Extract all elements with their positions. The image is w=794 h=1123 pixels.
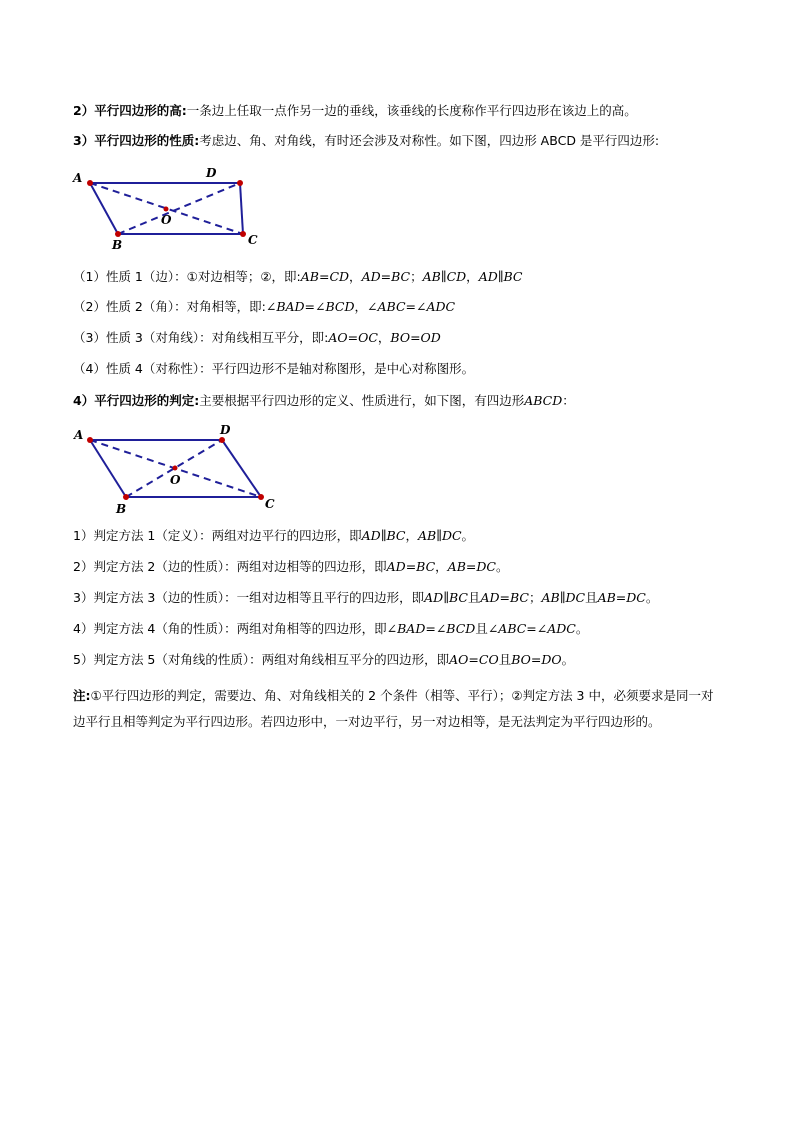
method-2-prefix: 2）判定方法 2（边的性质）：两组对边相等的四边形，即 (73, 559, 387, 574)
property-3-eq2: BO=OD (390, 330, 441, 345)
sep: 。 (461, 528, 475, 543)
method-4-eq2: ∠ABC=∠ADC (487, 621, 576, 636)
property-4-text: （4）性质 4（对称性）：平行四边形不是轴对称图形，是中心对称图形。 (73, 361, 475, 376)
method-5 (73, 651, 574, 669)
method-4 (73, 620, 588, 638)
note-text: ①平行四边形的判定，需要边、角、对角线相关的 2 个条件（相等、平行）；②判定方法 3 中，必须要求是同一对边平行且相等判定为平行四边形。若四边形中，一对边平行，另一对边相等，是无法判定为平行四边形的。 (73, 688, 714, 729)
sep: 。 (575, 621, 589, 636)
property-1 (73, 268, 523, 286)
label-a: A (73, 171, 83, 185)
method-3-eq3: AB∥DC (541, 590, 586, 605)
parallelogram-diagram-2 (70, 420, 290, 520)
point-c (258, 494, 264, 500)
parallelogram-figure-2 (70, 420, 290, 520)
sep: 且 (475, 621, 488, 636)
property-label: 3）平行四边形的性质: (73, 133, 200, 148)
sep: ， (354, 299, 368, 314)
label-o: O (170, 473, 181, 487)
property-text: 考虑边、角、对角线，有时还会涉及对称性。如下图，四边形 ABCD 是平行四边形: (199, 133, 660, 148)
judge-intro (73, 392, 575, 410)
property-1-eq3: AB∥CD (422, 269, 467, 284)
sep: ； (528, 590, 542, 605)
property-1-eq2: AD=BC (361, 269, 411, 284)
property-intro (73, 132, 659, 150)
method-3-eq4: AB=DC (597, 590, 646, 605)
method-3 (73, 589, 658, 607)
sep: ， (435, 559, 448, 574)
parallelogram-diagram-1 (70, 162, 270, 252)
point-o (173, 466, 178, 471)
label-d: D (220, 423, 231, 437)
label-d: D (206, 166, 217, 180)
label-c: C (265, 497, 275, 511)
label-a: A (74, 428, 84, 442)
property-3 (73, 329, 441, 347)
sep: ， (349, 269, 362, 284)
height-label: 2）平行四边形的高: (73, 103, 187, 118)
method-4-prefix: 4）判定方法 4（角的性质）：两组对角相等的四边形，即 (73, 621, 387, 636)
point-o (164, 207, 169, 212)
note-label: 注: (73, 688, 91, 703)
property-3-prefix: （3）性质 3（对角线）：对角线相互平分，即: (73, 330, 329, 345)
sep: ， (405, 528, 418, 543)
method-3-eq2: AD=BC (480, 590, 529, 605)
property-1-marks: ①对边相等；②，即: (186, 269, 301, 284)
property-2-eq2: ∠ABC=∠ADC (367, 299, 456, 314)
sep: 。 (495, 559, 509, 574)
sep: ： (562, 393, 575, 408)
property-3-eq1: AO=OC (328, 330, 378, 345)
method-2-eq1: AD=BC (386, 559, 436, 574)
label-b: B (116, 502, 127, 516)
point-b (115, 231, 121, 237)
point-d (237, 180, 243, 186)
property-1-eq4: AD∥BC (478, 269, 523, 284)
sep: ， (466, 269, 479, 284)
sep: ； (410, 269, 423, 284)
point-d (219, 437, 225, 443)
label-c: C (248, 233, 258, 247)
property-1-prefix: （1）性质 1（边）： (73, 269, 187, 284)
label-b: B (112, 238, 123, 252)
sep: ， (377, 330, 391, 345)
judge-var: ABCD (524, 393, 563, 408)
point-c (240, 231, 246, 237)
method-2 (73, 558, 508, 576)
sep: 。 (561, 652, 575, 667)
property-2 (73, 298, 455, 316)
sep: 且 (585, 590, 598, 605)
sep: 且 (498, 652, 512, 667)
method-4-eq1: ∠BAD=∠BCD (386, 621, 476, 636)
height-text: 一条边上任取一点作另一边的垂线，该垂线的长度称作平行四边形在该边上的高。 (186, 103, 637, 118)
note-paragraph (73, 683, 723, 735)
method-1-eq1: AD∥BC (361, 528, 406, 543)
method-3-eq1: AD∥BC (424, 590, 468, 605)
point-a (87, 437, 93, 443)
property-2-prefix: （2）性质 2（角）：对角相等，即: (73, 299, 266, 314)
label-o: O (161, 213, 172, 227)
property-1-eq1: AB=CD (300, 269, 350, 284)
method-2-eq2: AB=DC (447, 559, 496, 574)
method-1-prefix: 1）判定方法 1（定义）：两组对边平行的四边形，即 (73, 528, 362, 543)
method-1-eq2: AB∥DC (417, 528, 462, 543)
method-3-prefix: 3）判定方法 3（边的性质）：一组对边相等且平行的四边形，即 (73, 590, 425, 605)
judge-label: 4）平行四边形的判定: (73, 393, 200, 408)
method-1 (73, 527, 474, 545)
method-5-eq1: AO=CO (449, 652, 499, 667)
point-b (123, 494, 129, 500)
parallelogram-figure-1 (70, 162, 270, 252)
sep: 。 (645, 590, 659, 605)
property-4 (73, 360, 474, 378)
method-5-eq2: BO=DO (511, 652, 562, 667)
property-2-eq1: ∠BAD=∠BCD (265, 299, 355, 314)
method-5-prefix: 5）判定方法 5（对角线的性质）：两组对角线相互平分的四边形，即 (73, 652, 450, 667)
point-a (87, 180, 93, 186)
sep: 且 (467, 590, 481, 605)
height-definition (73, 102, 637, 120)
judge-text: 主要根据平行四边形的定义、性质进行，如下图，有四边形 (199, 393, 525, 408)
